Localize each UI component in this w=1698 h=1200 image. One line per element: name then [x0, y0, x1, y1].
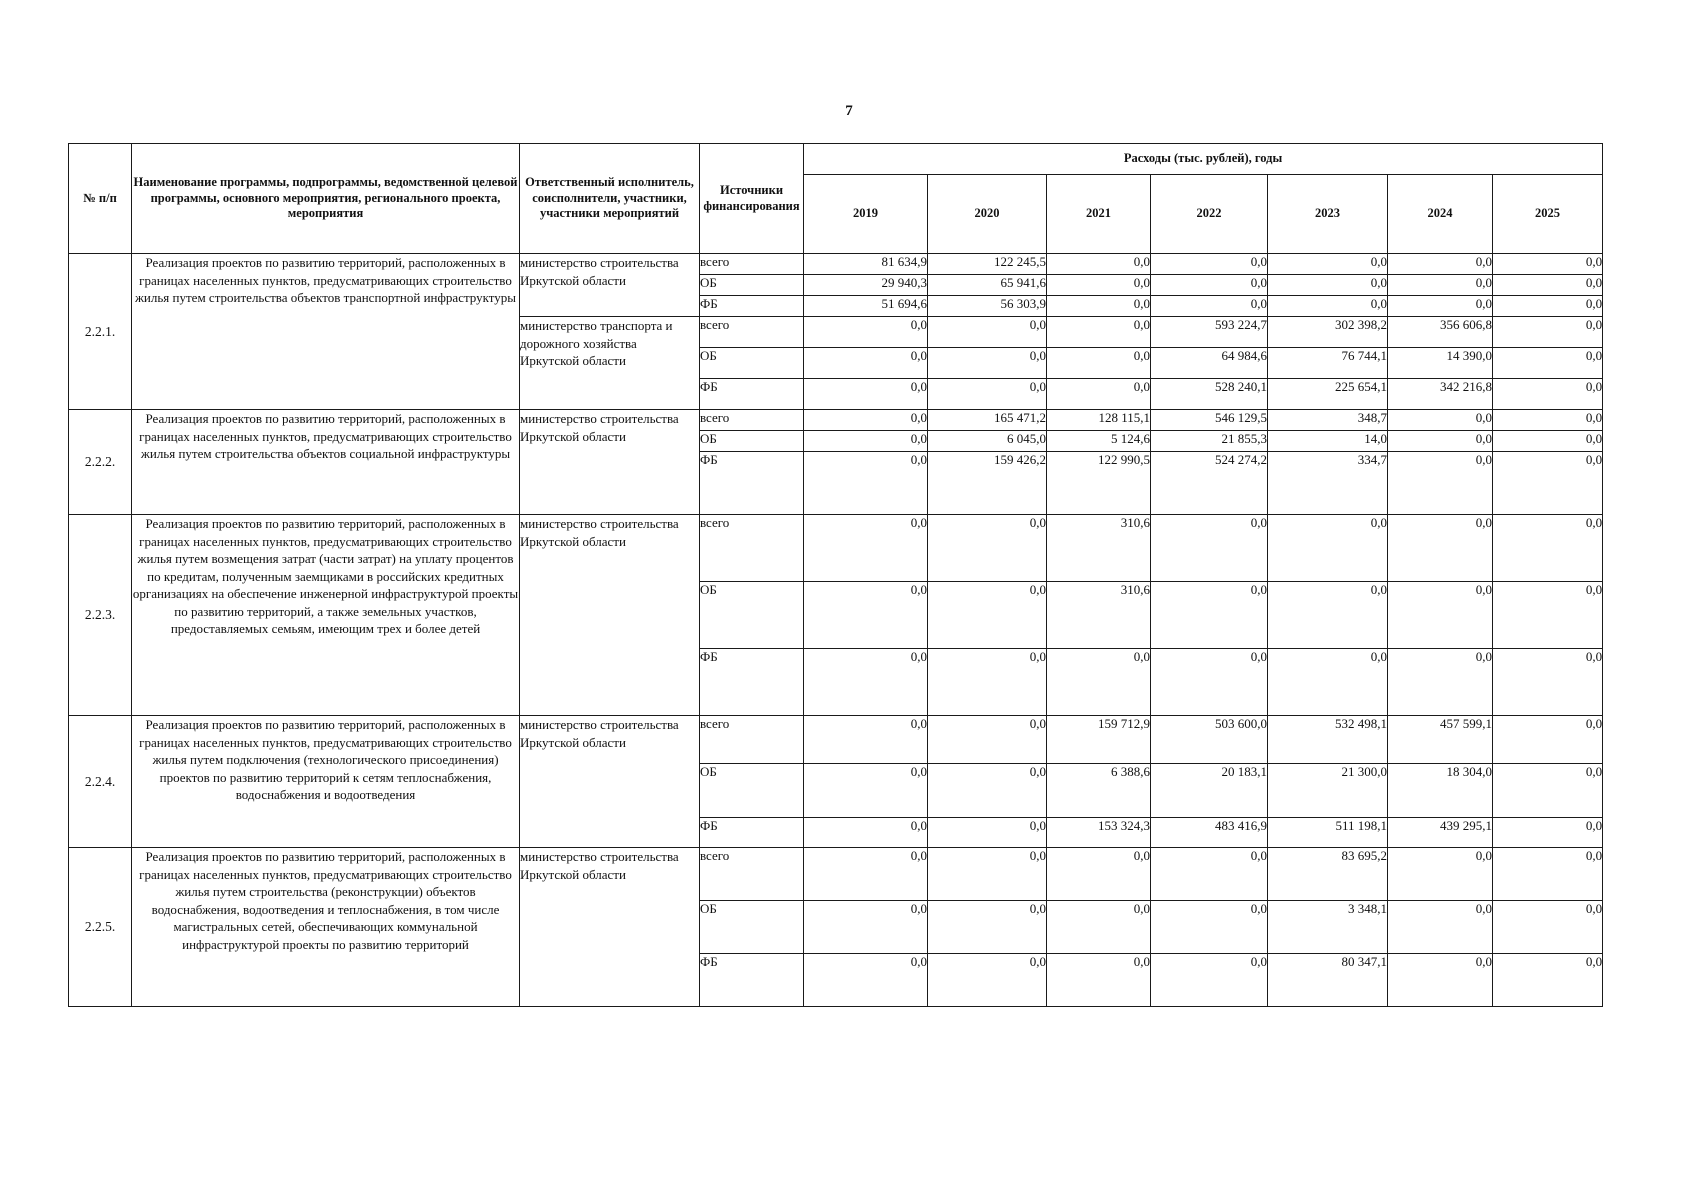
- expense-value: 0,0: [804, 582, 928, 649]
- expense-value: 0,0: [1268, 254, 1388, 275]
- expense-value: 0,0: [804, 848, 928, 901]
- funding-source: всего: [700, 515, 804, 582]
- funding-source: ОБ: [700, 275, 804, 296]
- expense-value: 524 274,2: [1151, 452, 1268, 515]
- table-row: [69, 515, 1603, 582]
- expense-value: 0,0: [1047, 317, 1151, 348]
- expense-value: 0,0: [1151, 649, 1268, 716]
- expense-value: 0,0: [928, 348, 1047, 379]
- activity-name: Реализация проектов по развитию территорий, расположенных в границах населенных пунктов, предусматривающих строительство жилья путем подключения (технологического присоединения) проектов по развитию территорий к сетям теплоснабжения, водоснабжения и водоотведения: [132, 716, 520, 848]
- expense-value: 0,0: [1047, 254, 1151, 275]
- expense-value: 0,0: [928, 848, 1047, 901]
- table-body: [69, 254, 1603, 1007]
- header-expenses: Расходы (тыс. рублей), годы: [804, 144, 1603, 175]
- expense-value: 0,0: [804, 379, 928, 410]
- header-year: 2025: [1493, 175, 1603, 254]
- expense-value: 122 245,5: [928, 254, 1047, 275]
- expense-value: 546 129,5: [1151, 410, 1268, 431]
- expense-value: 483 416,9: [1151, 818, 1268, 848]
- expense-value: 0,0: [804, 954, 928, 1007]
- expense-value: 0,0: [1047, 275, 1151, 296]
- table-row: [69, 254, 1603, 275]
- expense-value: 0,0: [804, 649, 928, 716]
- expense-value: 0,0: [928, 317, 1047, 348]
- expense-value: 0,0: [804, 452, 928, 515]
- expense-value: 159 426,2: [928, 452, 1047, 515]
- funding-source: всего: [700, 317, 804, 348]
- expense-value: 0,0: [804, 410, 928, 431]
- funding-source: всего: [700, 848, 804, 901]
- expense-value: 0,0: [1151, 254, 1268, 275]
- funding-source: ОБ: [700, 764, 804, 818]
- activity-name: Реализация проектов по развитию территорий, расположенных в границах населенных пунктов, предусматривающих строительство жилья путем строительства объектов транспортной инфраструктуры: [132, 254, 520, 410]
- expense-value: 528 240,1: [1151, 379, 1268, 410]
- expense-value: 0,0: [1268, 515, 1388, 582]
- row-number: 2.2.1.: [69, 254, 132, 410]
- expense-value: 14 390,0: [1388, 348, 1493, 379]
- funding-source: ФБ: [700, 954, 804, 1007]
- expense-value: 0,0: [1493, 348, 1603, 379]
- expense-value: 64 984,6: [1151, 348, 1268, 379]
- funding-source: ОБ: [700, 901, 804, 954]
- expense-value: 511 198,1: [1268, 818, 1388, 848]
- expense-value: 0,0: [804, 716, 928, 764]
- table-row: [69, 848, 1603, 901]
- funding-source: ФБ: [700, 452, 804, 515]
- expense-value: 310,6: [1047, 515, 1151, 582]
- expense-value: 0,0: [1151, 275, 1268, 296]
- funding-source: всего: [700, 410, 804, 431]
- responsible-executor: министерство строительства Иркутской области: [520, 410, 700, 515]
- funding-source: ОБ: [700, 348, 804, 379]
- expense-value: 165 471,2: [928, 410, 1047, 431]
- header-year: 2020: [928, 175, 1047, 254]
- responsible-executor: министерство строительства Иркутской области: [520, 254, 700, 317]
- expense-value: 65 941,6: [928, 275, 1047, 296]
- responsible-executor: министерство строительства Иркутской области: [520, 515, 700, 716]
- expense-value: 0,0: [1047, 649, 1151, 716]
- expense-value: 0,0: [928, 764, 1047, 818]
- funding-source: ФБ: [700, 649, 804, 716]
- table-row: [69, 410, 1603, 431]
- expense-value: 0,0: [1388, 452, 1493, 515]
- expense-value: 0,0: [1047, 296, 1151, 317]
- expense-value: 0,0: [1493, 452, 1603, 515]
- expense-value: 0,0: [1388, 649, 1493, 716]
- expense-value: 348,7: [1268, 410, 1388, 431]
- expense-value: 0,0: [1493, 848, 1603, 901]
- expense-value: 0,0: [1388, 431, 1493, 452]
- expense-value: 0,0: [804, 515, 928, 582]
- expense-value: 6 045,0: [928, 431, 1047, 452]
- budget-table: [68, 143, 1603, 1007]
- expense-value: 0,0: [1268, 582, 1388, 649]
- expense-value: 0,0: [1388, 582, 1493, 649]
- expense-value: 0,0: [804, 348, 928, 379]
- expense-value: 0,0: [1151, 954, 1268, 1007]
- expense-value: 0,0: [804, 818, 928, 848]
- expense-value: 29 940,3: [804, 275, 928, 296]
- expense-value: 457 599,1: [1388, 716, 1493, 764]
- expense-value: 0,0: [804, 317, 928, 348]
- expense-value: 0,0: [804, 901, 928, 954]
- expense-value: 56 303,9: [928, 296, 1047, 317]
- expense-value: 0,0: [1493, 582, 1603, 649]
- expense-value: 0,0: [1493, 317, 1603, 348]
- funding-source: ФБ: [700, 818, 804, 848]
- expense-value: 0,0: [1151, 848, 1268, 901]
- expense-value: 0,0: [1047, 954, 1151, 1007]
- expense-value: 356 606,8: [1388, 317, 1493, 348]
- header-year: 2022: [1151, 175, 1268, 254]
- funding-source: ОБ: [700, 582, 804, 649]
- expense-value: 21 855,3: [1151, 431, 1268, 452]
- expense-value: 0,0: [928, 716, 1047, 764]
- expense-value: 0,0: [1151, 515, 1268, 582]
- funding-source: ФБ: [700, 296, 804, 317]
- responsible-executor: министерство строительства Иркутской области: [520, 848, 700, 1007]
- expense-value: 225 654,1: [1268, 379, 1388, 410]
- expense-value: 80 347,1: [1268, 954, 1388, 1007]
- header-num: № п/п: [69, 144, 132, 254]
- expense-value: 0,0: [1388, 296, 1493, 317]
- expense-value: 128 115,1: [1047, 410, 1151, 431]
- expense-value: 153 324,3: [1047, 818, 1151, 848]
- expense-value: 0,0: [928, 818, 1047, 848]
- expense-value: 503 600,0: [1151, 716, 1268, 764]
- activity-name: Реализация проектов по развитию территорий, расположенных в границах населенных пунктов, предусматривающих строительство жилья путем возмещения затрат (части затрат) на уплату процентов по кредитам, полученным заемщиками в российских кредитных организациях на обеспечение инженерной инфраструктурой проекты по развитию территорий, а также земельных участков, предоставляемых семьям, имеющим трех и более детей: [132, 515, 520, 716]
- expense-value: 0,0: [928, 649, 1047, 716]
- responsible-executor: министерство строительства Иркутской области: [520, 716, 700, 848]
- responsible-executor: министерство транспорта и дорожного хозяйства Иркутской области: [520, 317, 700, 410]
- header-year: 2024: [1388, 175, 1493, 254]
- expense-value: 342 216,8: [1388, 379, 1493, 410]
- expense-value: 6 388,6: [1047, 764, 1151, 818]
- expense-value: 0,0: [804, 431, 928, 452]
- expense-value: 0,0: [1493, 431, 1603, 452]
- expense-value: 0,0: [1493, 764, 1603, 818]
- expense-value: 0,0: [1388, 954, 1493, 1007]
- expense-value: 0,0: [1151, 901, 1268, 954]
- expense-value: 81 634,9: [804, 254, 928, 275]
- expense-value: 159 712,9: [1047, 716, 1151, 764]
- expense-value: 5 124,6: [1047, 431, 1151, 452]
- header-year: 2023: [1268, 175, 1388, 254]
- header-name: Наименование программы, подпрограммы, ведомственной целевой программы, основного мероприятия, регионального проекта, мероприятия: [132, 144, 520, 254]
- header-executor: Ответственный исполнитель, соисполнители, участники, участники мероприятий: [520, 144, 700, 254]
- row-number: 2.2.3.: [69, 515, 132, 716]
- expense-value: 18 304,0: [1388, 764, 1493, 818]
- expense-value: 3 348,1: [1268, 901, 1388, 954]
- expense-value: 593 224,7: [1151, 317, 1268, 348]
- expense-value: 0,0: [928, 901, 1047, 954]
- row-number: 2.2.2.: [69, 410, 132, 515]
- funding-source: ОБ: [700, 431, 804, 452]
- expense-value: 0,0: [1493, 296, 1603, 317]
- activity-name: Реализация проектов по развитию территорий, расположенных в границах населенных пунктов, предусматривающих строительство жилья путем строительства объектов социальной инфраструктуры: [132, 410, 520, 515]
- expense-value: 21 300,0: [1268, 764, 1388, 818]
- expense-value: 0,0: [1388, 515, 1493, 582]
- expense-value: 0,0: [1493, 649, 1603, 716]
- expense-value: 0,0: [1047, 848, 1151, 901]
- expense-value: 0,0: [1493, 515, 1603, 582]
- expense-value: 0,0: [804, 764, 928, 818]
- expense-value: 0,0: [1151, 296, 1268, 317]
- expense-value: 0,0: [1493, 716, 1603, 764]
- expense-value: 0,0: [1047, 379, 1151, 410]
- expense-value: 0,0: [1493, 818, 1603, 848]
- header-sources: Источники финансирования: [700, 144, 804, 254]
- expense-value: 0,0: [1493, 901, 1603, 954]
- expense-value: 302 398,2: [1268, 317, 1388, 348]
- table-header: [69, 144, 1603, 254]
- expense-value: 0,0: [1047, 901, 1151, 954]
- expense-value: 0,0: [1151, 582, 1268, 649]
- expense-value: 83 695,2: [1268, 848, 1388, 901]
- expense-value: 0,0: [1268, 275, 1388, 296]
- table-row: [69, 716, 1603, 764]
- expense-value: 0,0: [928, 515, 1047, 582]
- expense-value: 0,0: [1493, 954, 1603, 1007]
- expense-value: 0,0: [1388, 410, 1493, 431]
- expense-value: 20 183,1: [1151, 764, 1268, 818]
- expense-value: 0,0: [1268, 296, 1388, 317]
- expense-value: 0,0: [1388, 848, 1493, 901]
- header-year: 2019: [804, 175, 928, 254]
- expense-value: 0,0: [1493, 254, 1603, 275]
- expense-value: 439 295,1: [1388, 818, 1493, 848]
- funding-source: всего: [700, 716, 804, 764]
- expense-value: 122 990,5: [1047, 452, 1151, 515]
- expense-value: 51 694,6: [804, 296, 928, 317]
- expense-value: 0,0: [1388, 901, 1493, 954]
- funding-source: ФБ: [700, 379, 804, 410]
- expense-value: 0,0: [1493, 410, 1603, 431]
- expense-value: 76 744,1: [1268, 348, 1388, 379]
- page-number: 7: [845, 103, 853, 119]
- expense-value: 0,0: [928, 954, 1047, 1007]
- expense-value: 0,0: [1047, 348, 1151, 379]
- funding-source: всего: [700, 254, 804, 275]
- expense-value: 0,0: [1388, 275, 1493, 296]
- row-number: 2.2.5.: [69, 848, 132, 1007]
- row-number: 2.2.4.: [69, 716, 132, 848]
- expense-value: 0,0: [1493, 275, 1603, 296]
- expense-value: 0,0: [928, 379, 1047, 410]
- expense-value: 310,6: [1047, 582, 1151, 649]
- activity-name: Реализация проектов по развитию территорий, расположенных в границах населенных пунктов, предусматривающих строительство жилья путем строительства (реконструкции) объектов водоснабжения, водоотведения и теплоснабжения, в том числе магистральных сетей, обеспечивающих коммунальной инфраструктурой проекты по развитию территорий: [132, 848, 520, 1007]
- expense-value: 0,0: [928, 582, 1047, 649]
- expense-value: 334,7: [1268, 452, 1388, 515]
- expense-value: 0,0: [1493, 379, 1603, 410]
- expense-value: 14,0: [1268, 431, 1388, 452]
- expense-value: 532 498,1: [1268, 716, 1388, 764]
- expense-value: 0,0: [1388, 254, 1493, 275]
- expense-value: 0,0: [1268, 649, 1388, 716]
- header-year: 2021: [1047, 175, 1151, 254]
